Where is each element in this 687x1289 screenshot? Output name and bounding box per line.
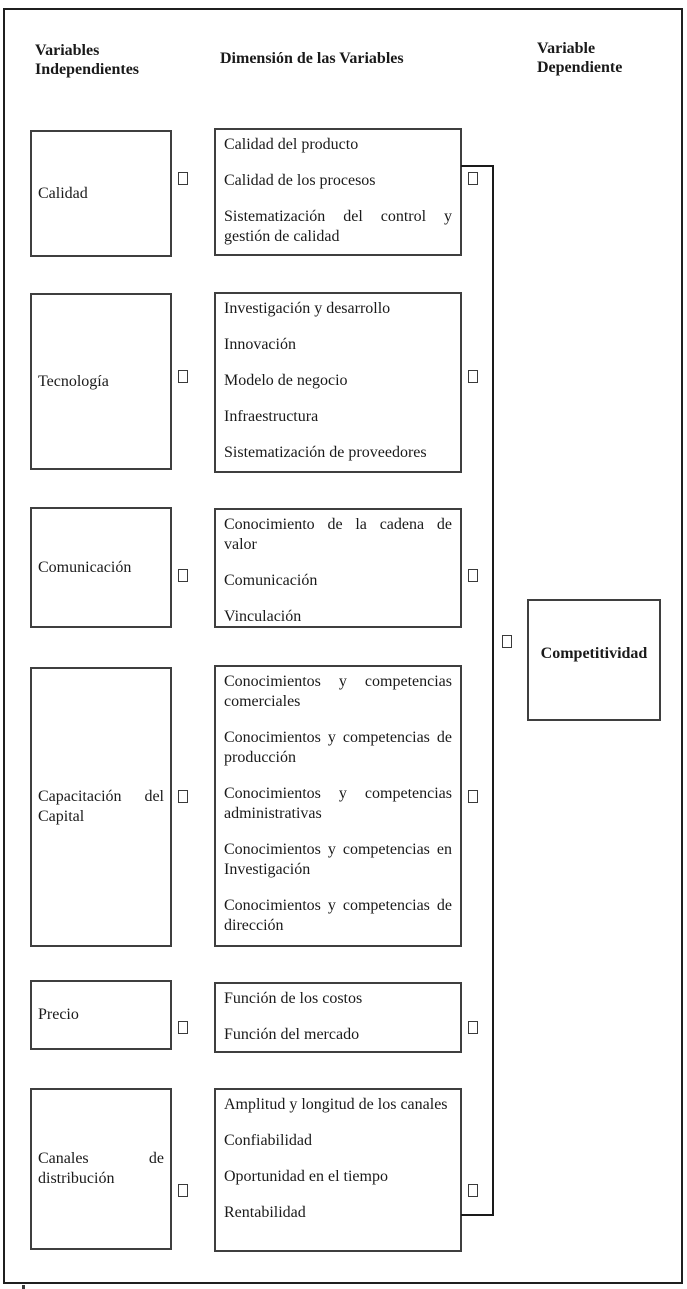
dimensions-box-calidad bbox=[214, 128, 462, 256]
dimensions-box-precio bbox=[214, 982, 462, 1053]
dimension-item: Amplitud y longitud de los canales bbox=[224, 1096, 448, 1113]
independent-variable-box-capacitacion-del-capital bbox=[30, 667, 172, 947]
connector-line-vertical bbox=[492, 165, 494, 1216]
connector-line-bottom bbox=[461, 1214, 494, 1216]
connector-square-icon bbox=[468, 1021, 478, 1034]
dimension-item: Función del mercado bbox=[224, 1026, 360, 1043]
column-header-dimension-of-variables: Dimensión de las Variables bbox=[220, 50, 404, 67]
stray-mark bbox=[22, 1285, 25, 1289]
connector-square-icon bbox=[502, 635, 512, 648]
dimension-item: Sistematización del control y gestión de calidad bbox=[224, 208, 452, 245]
dimension-item: Confiabilidad bbox=[224, 1132, 312, 1149]
column-header-dependent-variable: Variable Dependiente bbox=[537, 40, 623, 76]
dimension-item: Modelo de negocio bbox=[224, 372, 348, 389]
dimension-item: Investigación y desarrollo bbox=[224, 300, 391, 317]
connector-line-top bbox=[461, 165, 494, 167]
dimension-item: Conocimientos y competencias comerciales bbox=[224, 673, 452, 710]
independent-variable-box-canales-de-distribucion bbox=[30, 1088, 172, 1250]
independent-variable-label: Precio bbox=[38, 1006, 79, 1023]
connector-square-icon bbox=[178, 569, 188, 582]
dependent-variable-box bbox=[527, 599, 661, 721]
dimension-item: Conocimiento de la cadena de valor bbox=[224, 516, 452, 553]
connector-square-icon bbox=[178, 1184, 188, 1197]
dimension-item: Infraestructura bbox=[224, 408, 319, 425]
connector-square-icon bbox=[178, 370, 188, 383]
connector-square-icon bbox=[178, 1021, 188, 1034]
independent-variable-label: Comunicación bbox=[38, 558, 132, 576]
independent-variable-box-calidad bbox=[30, 130, 172, 257]
independent-variable-label: Canales de distribución bbox=[38, 1150, 164, 1187]
dimension-item: Conocimientos y competencias de producción bbox=[224, 729, 452, 766]
dimensions-box-canales-de-distribucion bbox=[214, 1088, 462, 1252]
dimensions-box-tecnologia bbox=[214, 292, 462, 473]
connector-square-icon bbox=[468, 790, 478, 803]
connector-square-icon bbox=[468, 569, 478, 582]
dimension-item: Vinculación bbox=[224, 608, 302, 625]
dimension-item: Conocimientos y competencias de dirección bbox=[224, 897, 452, 934]
column-header-independent-variables: Variables Independientes bbox=[35, 42, 140, 78]
independent-variable-box-precio bbox=[30, 980, 172, 1050]
dimension-item: Oportunidad en el tiempo bbox=[224, 1168, 388, 1185]
dimension-item: Sistematización de proveedores bbox=[224, 444, 427, 461]
dimensions-box-comunicacion bbox=[214, 508, 462, 628]
dimensions-box-capacitacion-del-capital bbox=[214, 665, 462, 947]
connector-square-icon bbox=[468, 172, 478, 185]
independent-variable-box-comunicacion bbox=[30, 507, 172, 628]
connector-square-icon bbox=[468, 1184, 478, 1197]
independent-variable-label: Capacitación del Capital bbox=[38, 788, 164, 825]
dimension-item: Calidad del producto bbox=[224, 136, 359, 153]
connector-square-icon bbox=[178, 172, 188, 185]
dimension-item: Conocimientos y competencias administrativas bbox=[224, 785, 452, 822]
dimension-item: Innovación bbox=[224, 336, 296, 353]
independent-variable-box-tecnologia bbox=[30, 293, 172, 470]
independent-variable-label: Calidad bbox=[38, 184, 88, 202]
dimension-item: Función de los costos bbox=[224, 990, 363, 1007]
dimension-item: Conocimientos y competencias en Investigación bbox=[224, 841, 452, 878]
independent-variable-label: Tecnología bbox=[38, 372, 109, 390]
connector-square-icon bbox=[178, 790, 188, 803]
dimension-item: Comunicación bbox=[224, 572, 318, 589]
dimension-item: Rentabilidad bbox=[224, 1204, 306, 1221]
dependent-variable-label: Competitividad bbox=[540, 645, 648, 662]
connector-square-icon bbox=[468, 370, 478, 383]
dimension-item: Calidad de los procesos bbox=[224, 172, 376, 189]
